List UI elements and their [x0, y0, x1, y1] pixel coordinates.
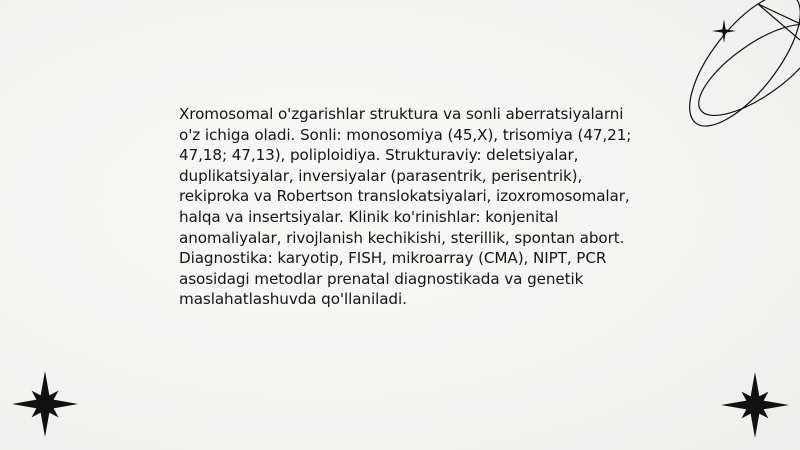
four-point-star-icon — [721, 372, 789, 438]
orbit-sparkle-icon — [670, 0, 800, 150]
slide-body-text: Xromosomal o'zgarishlar struktura va sonli aberratsiyalarni o'z ichiga oladi. Sonli: monosomiya (45,X), trisomiya (47,21; 47,18; 47,13), poliploidiya. Strukturaviy: deletsiyalar, duplikatsiyalar, inversiyalar (parasentrik, perisentrik), rekiproka va Robertson translokatsiyalari, izoxromosomalar, halqa va insertsiyalar. Klinik ko'rinishlar: konjenital anomaliyalar, rivojlanish kechikishi, sterillik, spontan abort. Diagnostika: karyotip, FISH, mikroarray (CMA), NIPT, PCR asosidagi metodlar prenatal diagnostikada va genetik maslahatlashuvda qo'llaniladi. — [179, 105, 632, 309]
four-point-star-icon — [12, 371, 78, 437]
